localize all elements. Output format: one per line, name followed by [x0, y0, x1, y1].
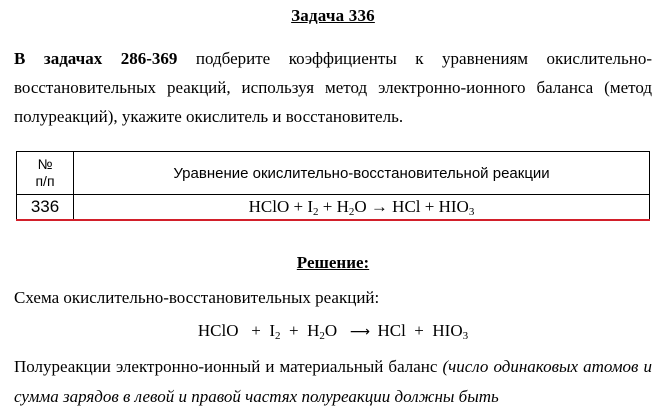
scheme-part-1: HClO + I — [197, 321, 275, 340]
scheme-part-3: O — [324, 321, 350, 340]
reaction-table — [16, 151, 650, 221]
reaction-equation-cell — [74, 195, 650, 221]
scheme-sub-2: 2 — [319, 330, 325, 342]
task-text: подберите коэффициенты к уравнениям окислительно-восстановительных реакций, используя метод электронно-ионного баланса (метод полуреакций), укажите окислитель и восстановитель. — [14, 49, 652, 126]
header-reaction-cell: Уравнение окислительно-восстановительной реакции — [74, 152, 650, 195]
table-row — [17, 195, 650, 221]
eq-sub-2: 2 — [348, 206, 355, 218]
scheme-sub-1: 2 — [274, 330, 281, 342]
eq-sub-1: 2 — [313, 206, 319, 218]
scheme-part-4: HCl + HIO — [368, 321, 463, 340]
eq-sub-3: 3 — [468, 206, 475, 218]
header-number-abbrev: п/п — [35, 173, 55, 189]
header-number-sign: № — [37, 156, 53, 172]
scheme-part-2: + H — [280, 321, 320, 340]
half-reactions-paragraph — [14, 352, 652, 412]
eq-part-2: + H — [318, 197, 349, 216]
half-reactions-text: Полуреакции электронно-ионный и материальный баланс — [14, 357, 443, 376]
eq-part-3: O → HCl + HIO — [354, 197, 469, 216]
task-statement — [14, 44, 652, 131]
solution-heading: Решение: — [296, 253, 370, 272]
scheme-label: Схема окислительно-восстановительных реакций: — [14, 288, 380, 307]
eq-part-1: HClO + I — [248, 197, 314, 216]
reaction-scheme — [0, 321, 666, 341]
header-number-cell — [17, 152, 74, 195]
half-reactions-italic: (число одинаковых атомов и сумма зарядов в левой и правой частях полуреакции должны быть — [14, 357, 652, 406]
row-number-cell: 336 — [17, 195, 74, 221]
reaction-arrow-icon: ⟶ — [349, 324, 369, 340]
task-range: В задачах 286-369 — [14, 49, 178, 68]
scheme-sub-4: 3 — [462, 330, 469, 342]
task-title: Задача 336 — [291, 6, 375, 25]
table-header-row — [17, 152, 650, 195]
